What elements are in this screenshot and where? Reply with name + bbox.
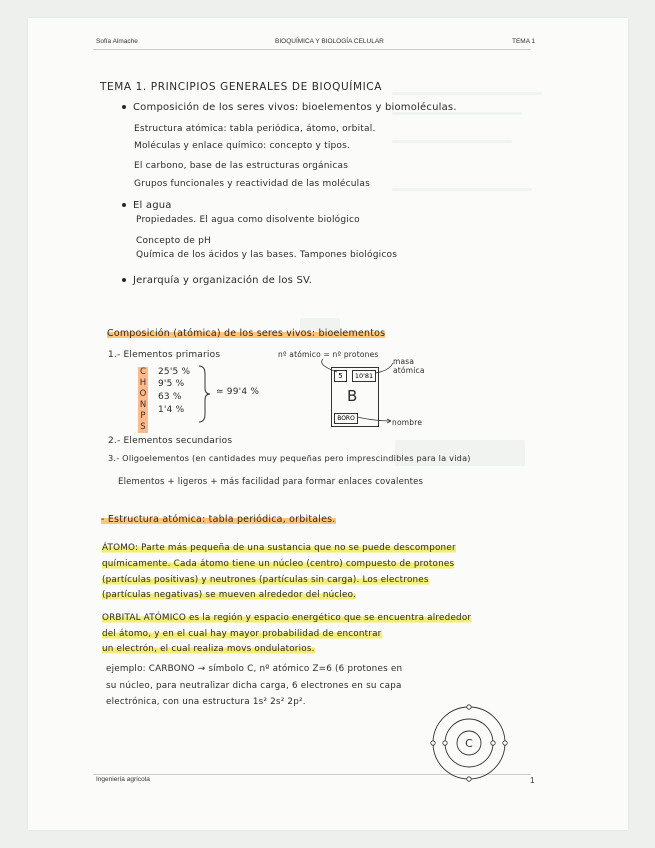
diagram-arrows-icon — [305, 355, 400, 435]
percentage: 25'5 % — [158, 367, 191, 377]
footer-page-number: 1 — [530, 776, 535, 785]
orbital-definition-line: ORBITAL ATÓMICO es la región y espacio energético que se encuentra alrededor — [102, 613, 472, 623]
outline-subitem: El carbono, base de las estructuras orgánicas — [134, 161, 349, 171]
element-letter: C — [140, 367, 146, 377]
footer-course: Ingeniería agrícola — [96, 776, 150, 783]
atom-definition-line: ÁTOMO: Parte más pequeña de una sustancia que no se puede descomponer — [102, 543, 456, 553]
element-letter-column — [138, 367, 148, 433]
percentage: 1'4 % — [158, 405, 185, 415]
orbital-definition-line: un electrón, el cual realiza movs ondulatorios. — [102, 644, 315, 654]
primary-elements-label: 1.- Elementos primarios — [108, 350, 221, 360]
bullet-icon — [122, 278, 126, 282]
outline-subitem: Propiedades. El agua como disolvente biológico — [136, 215, 360, 225]
example-line: ejemplo: CARBONO → símbolo C, nº atómico Z=6 (6 protones en — [106, 664, 403, 674]
trace-elements-label: 3.- Oligoelementos (en cantidades muy pequeñas pero imprescindibles para la vida) — [108, 453, 471, 463]
secondary-elements-label: 2.- Elementos secundarios — [108, 436, 233, 446]
element-name-box: BORO — [334, 413, 358, 424]
outline-subitem: Química de los ácidos y las bases. Tampones biológicos — [136, 250, 398, 260]
atomic-mass-label: masa atómica — [393, 357, 425, 375]
section-heading-atomic-structure: - Estructura atómica: tabla periódica, orbitales. — [101, 514, 336, 525]
section-heading-bioelements: Composición (atómica) de los seres vivos: bioelementos — [107, 328, 386, 339]
outline-subitem: Estructura atómica: tabla periódica, átomo, orbital. — [134, 124, 376, 134]
element-letter: N — [139, 400, 147, 410]
element-letter: O — [139, 389, 147, 399]
element-symbol: B — [347, 387, 358, 405]
bullet-icon — [122, 203, 126, 207]
orbital-definition-line: del átomo, y en el cual hay mayor probabilidad de encontrar — [102, 629, 382, 639]
header-subject: BIOQUÍMICA Y BIOLOGÍA CELULAR — [275, 38, 384, 45]
atom-definition-line: químicamente. Cada átomo tiene un núcleo (centro) compuesto de protones — [102, 559, 455, 569]
sum-percentage: ≃ 99'4 % — [216, 387, 260, 397]
outline-item: Jerarquía y organización de los SV. — [122, 275, 312, 286]
carbon-symbol: C — [465, 737, 473, 750]
name-label: nombre — [392, 418, 423, 427]
page-title: TEMA 1. PRINCIPIOS GENERALES DE BIOQUÍMICA — [100, 81, 383, 93]
element-letter: S — [140, 422, 146, 432]
atom-definition-line: (partículas positivas) y neutrones (partículas sin carga). Los electrones — [102, 575, 429, 585]
outline-item: Composición de los seres vivos: bioelementos y biomoléculas. — [122, 102, 457, 113]
outline-item: El agua — [122, 200, 172, 211]
header-rule — [93, 49, 531, 50]
outline-subitem: Concepto de pH — [136, 236, 211, 246]
outline-subitem: Grupos funcionales y reactividad de las moléculas — [134, 179, 370, 189]
atomic-number-box: 5 — [334, 370, 347, 382]
percentage: 63 % — [158, 392, 182, 402]
element-letter: P — [140, 411, 146, 421]
atomic-mass-box: 10'81 — [352, 370, 376, 382]
light-elements-note: Elementos + ligeros + más facilidad para formar enlaces covalentes — [118, 477, 424, 487]
bullet-icon — [122, 105, 126, 109]
atomic-number-label: nº atómico = nº protones — [278, 350, 379, 359]
header-author: Sofía Almache — [96, 38, 138, 45]
element-letter: H — [139, 378, 147, 388]
example-line: electrónica, con una estructura 1s² 2s² 2p². — [106, 697, 306, 707]
header-tema: TEMA 1 — [512, 38, 536, 45]
atom-definition-line: (partículas negativas) se mueven alrededor del núcleo. — [102, 590, 357, 600]
carbon-atom-diagram — [426, 700, 516, 790]
percentage: 9'5 % — [158, 379, 185, 389]
outline-subitem: Moléculas y enlace químico: concepto y tipos. — [134, 141, 351, 151]
brace-icon — [196, 364, 212, 424]
example-line: su núcleo, para neutralizar dicha carga, 6 electrones en su capa — [106, 681, 402, 691]
